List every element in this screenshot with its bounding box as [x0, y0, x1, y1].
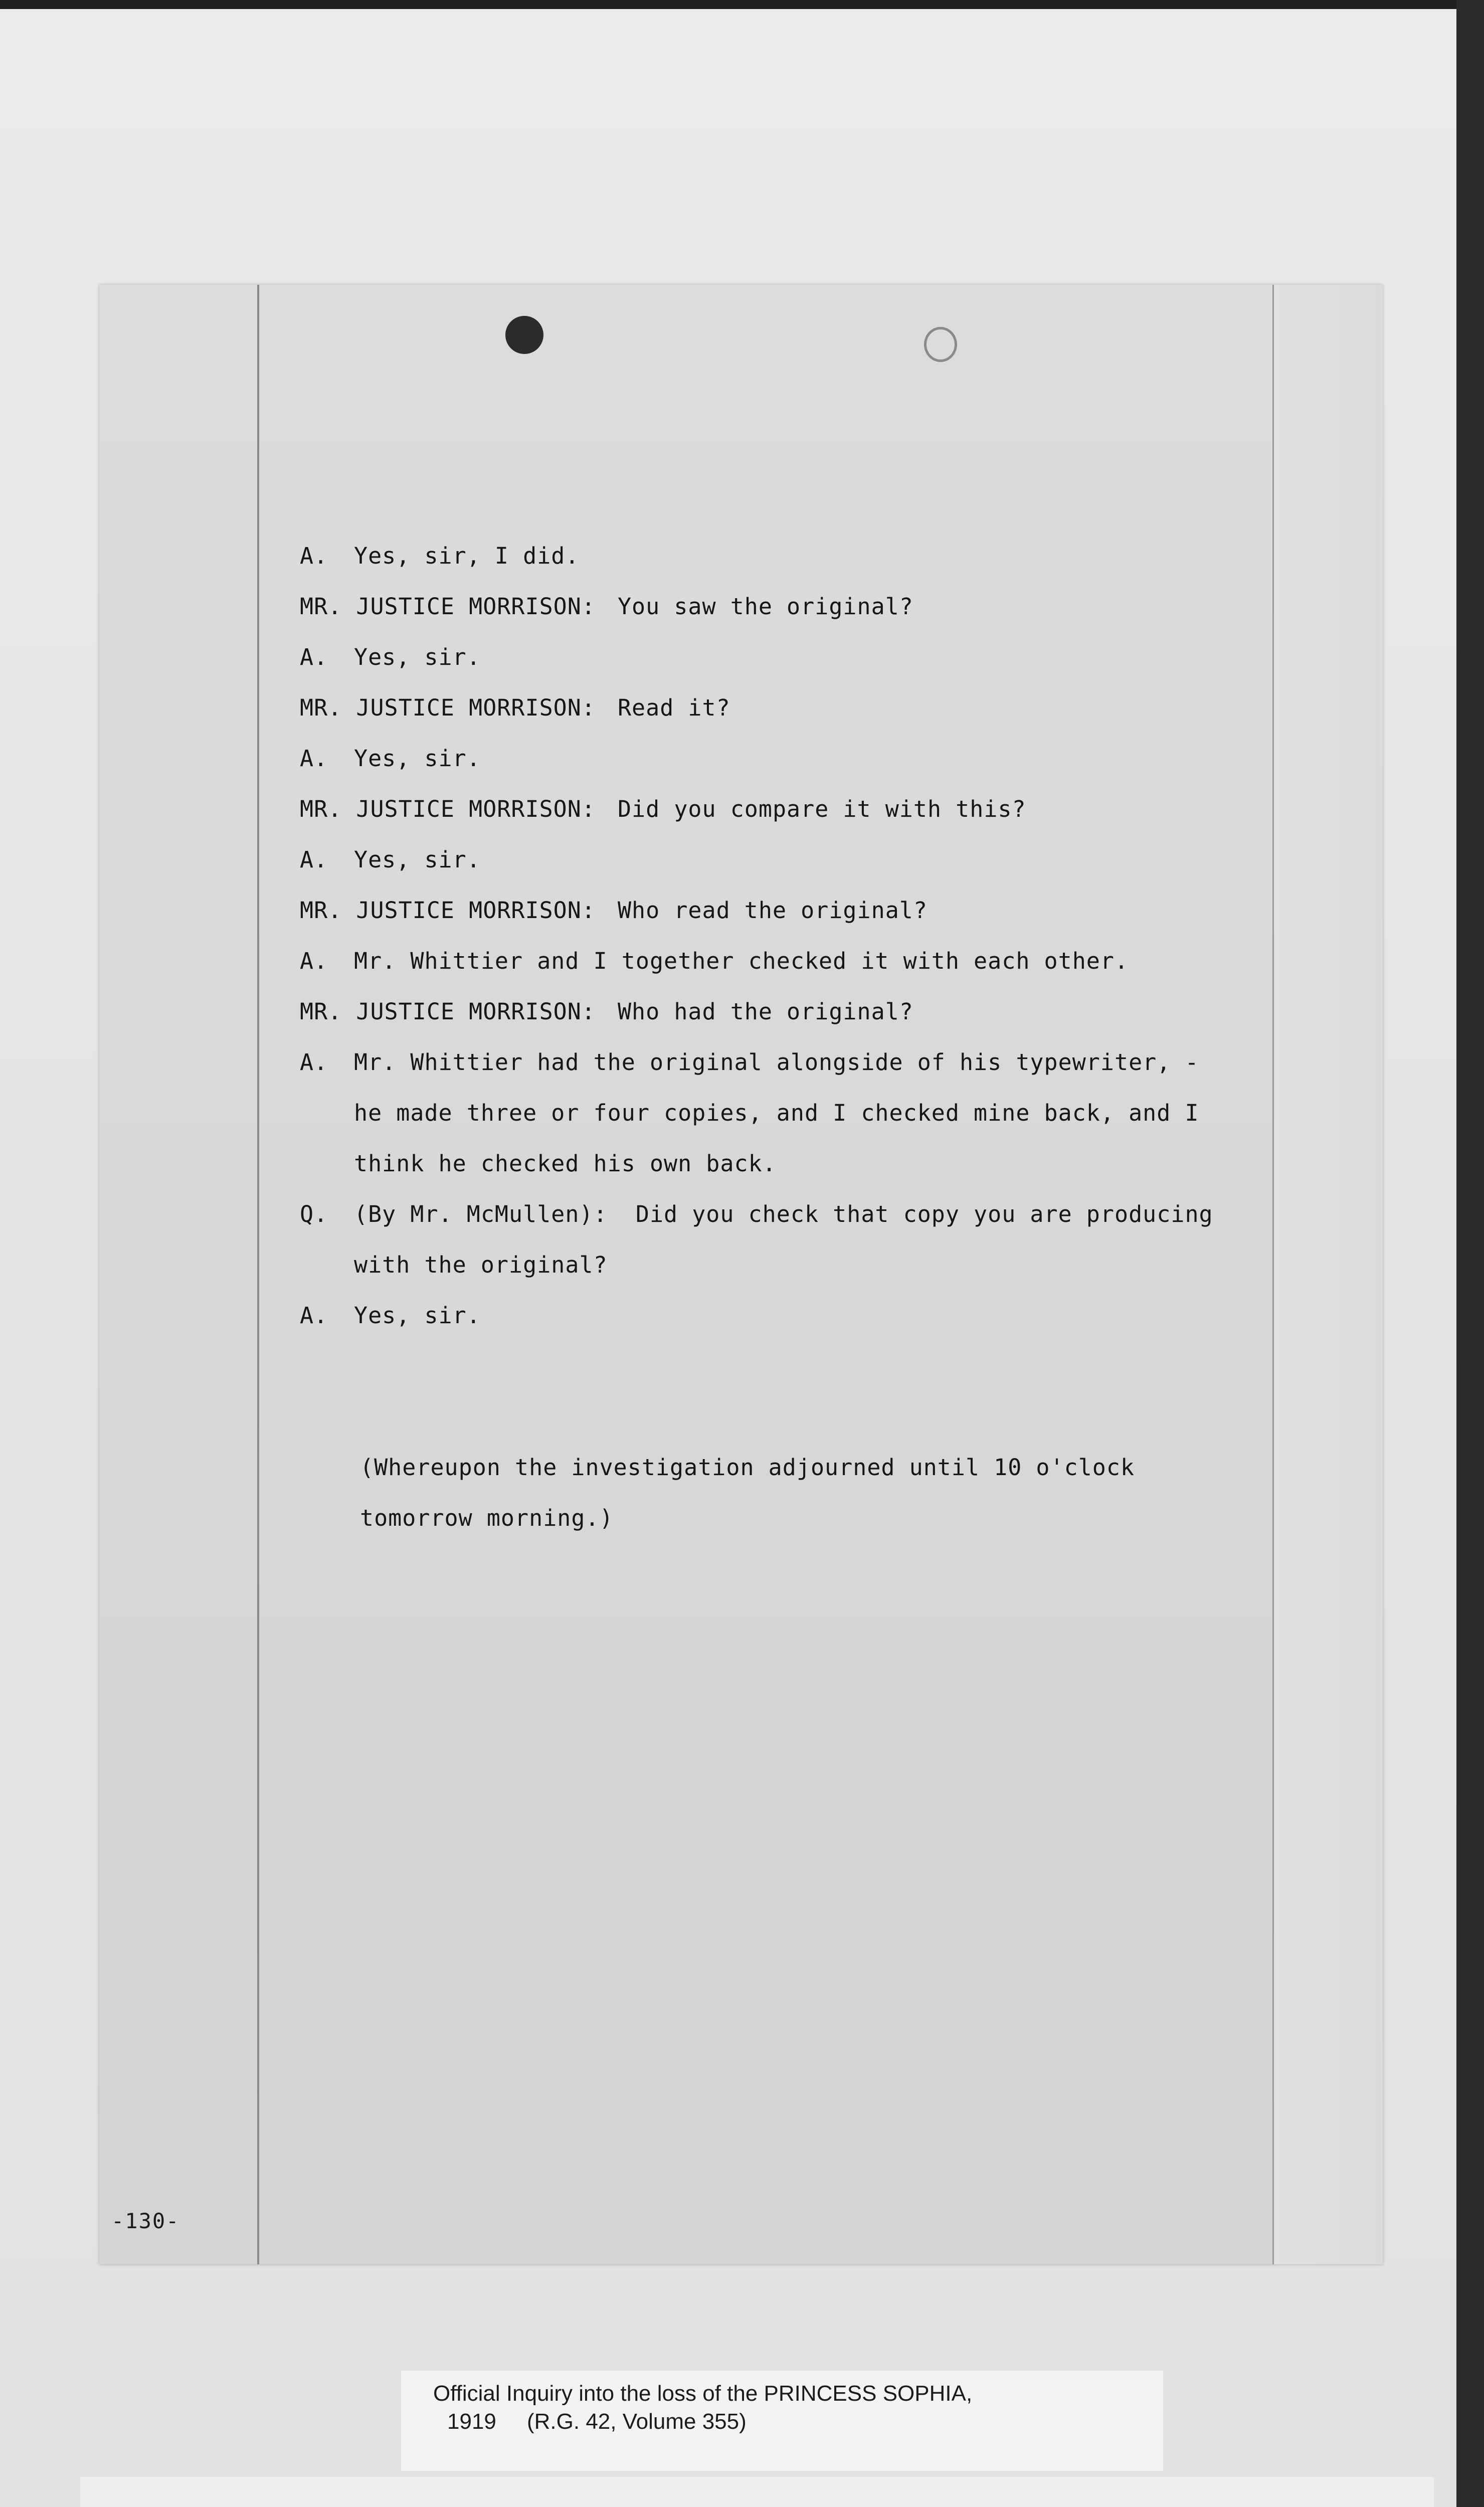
- speaker-label: A.: [300, 1302, 328, 1329]
- line-text: Who read the original?: [617, 897, 928, 924]
- typed-transcript-page: [99, 285, 1383, 2264]
- dark-edge-strip: [1456, 0, 1484, 2507]
- adjournment-note-line: [360, 1442, 1252, 1493]
- speaker-label: A.: [300, 543, 328, 569]
- speaker-label: MR. JUSTICE MORRISON:: [300, 593, 596, 620]
- line-text: Read it?: [617, 694, 730, 721]
- line-text: he made three or four copies, and I checked mine back, and I: [354, 1100, 1199, 1126]
- transcript-line: [300, 1189, 1252, 1239]
- transcript-continuation-line: [300, 1138, 1252, 1189]
- speaker-label: A.: [300, 644, 328, 670]
- line-text: Mr. Whittier had the original alongside of his typewriter, -: [354, 1049, 1199, 1076]
- transcript-line: [300, 784, 1252, 834]
- speaker-label: A.: [300, 948, 328, 974]
- line-text: think he checked his own back.: [354, 1150, 777, 1177]
- transcript-line: [300, 581, 1252, 632]
- speaker-label: A.: [300, 1049, 328, 1076]
- line-text: Yes, sir, I did.: [354, 543, 580, 569]
- line-text: Who had the original?: [617, 998, 913, 1025]
- transcript-line: [300, 530, 1252, 581]
- transcript-line: [300, 936, 1252, 986]
- transcript-body: [300, 530, 1252, 1543]
- line-text: with the original?: [354, 1251, 608, 1278]
- line-text: Yes, sir.: [354, 745, 481, 772]
- line-text: Yes, sir.: [354, 846, 481, 873]
- speaker-label: A.: [300, 745, 328, 772]
- line-text: You saw the original?: [617, 593, 913, 620]
- line-text: (Whereupon the investigation adjourned until 10 o'clock: [360, 1454, 1135, 1481]
- speaker-label: A.: [300, 846, 328, 873]
- transcript-continuation-line: [300, 1088, 1252, 1138]
- line-text: Did you compare it with this?: [617, 796, 1026, 822]
- punch-hole-ring: [924, 327, 957, 362]
- transcript-line: [300, 682, 1252, 733]
- transcript-line: [300, 885, 1252, 936]
- transcript-line: [300, 834, 1252, 885]
- adjournment-note-line: [360, 1493, 1252, 1543]
- line-text: Mr. Whittier and I together checked it with each other.: [354, 948, 1129, 974]
- transcript-line: [300, 1037, 1252, 1088]
- catalogue-label: [401, 2371, 1163, 2471]
- transcript-continuation-line: [300, 1239, 1252, 1290]
- line-text: Yes, sir.: [354, 1302, 481, 1329]
- adjournment-note: [300, 1442, 1252, 1543]
- speaker-label: MR. JUSTICE MORRISON:: [300, 694, 596, 721]
- catalogue-label-line: 1919 (R.G. 42, Volume 355): [447, 2409, 747, 2434]
- archives-stamp-panel: [80, 2477, 1434, 2507]
- page-number: -130-: [111, 2209, 180, 2233]
- transcript-line: [300, 733, 1252, 784]
- line-text: Yes, sir.: [354, 644, 481, 670]
- line-text: (By Mr. McMullen): Did you check that copy you are producing: [354, 1201, 1213, 1227]
- speaker-label: Q.: [300, 1201, 328, 1227]
- page-right-fold: [1274, 285, 1383, 2264]
- left-margin-rule: [257, 285, 259, 2264]
- speaker-label: MR. JUSTICE MORRISON:: [300, 998, 596, 1025]
- line-text: tomorrow morning.): [360, 1505, 614, 1531]
- speaker-label: MR. JUSTICE MORRISON:: [300, 897, 596, 924]
- right-margin-rule: [1272, 285, 1274, 2264]
- transcript-line: [300, 632, 1252, 682]
- punch-hole: [505, 316, 543, 354]
- transcript-line: [300, 986, 1252, 1037]
- speaker-label: MR. JUSTICE MORRISON:: [300, 796, 596, 822]
- catalogue-label-line: Official Inquiry into the loss of the PRINCESS SOPHIA,: [433, 2381, 973, 2406]
- transcript-line: [300, 1290, 1252, 1341]
